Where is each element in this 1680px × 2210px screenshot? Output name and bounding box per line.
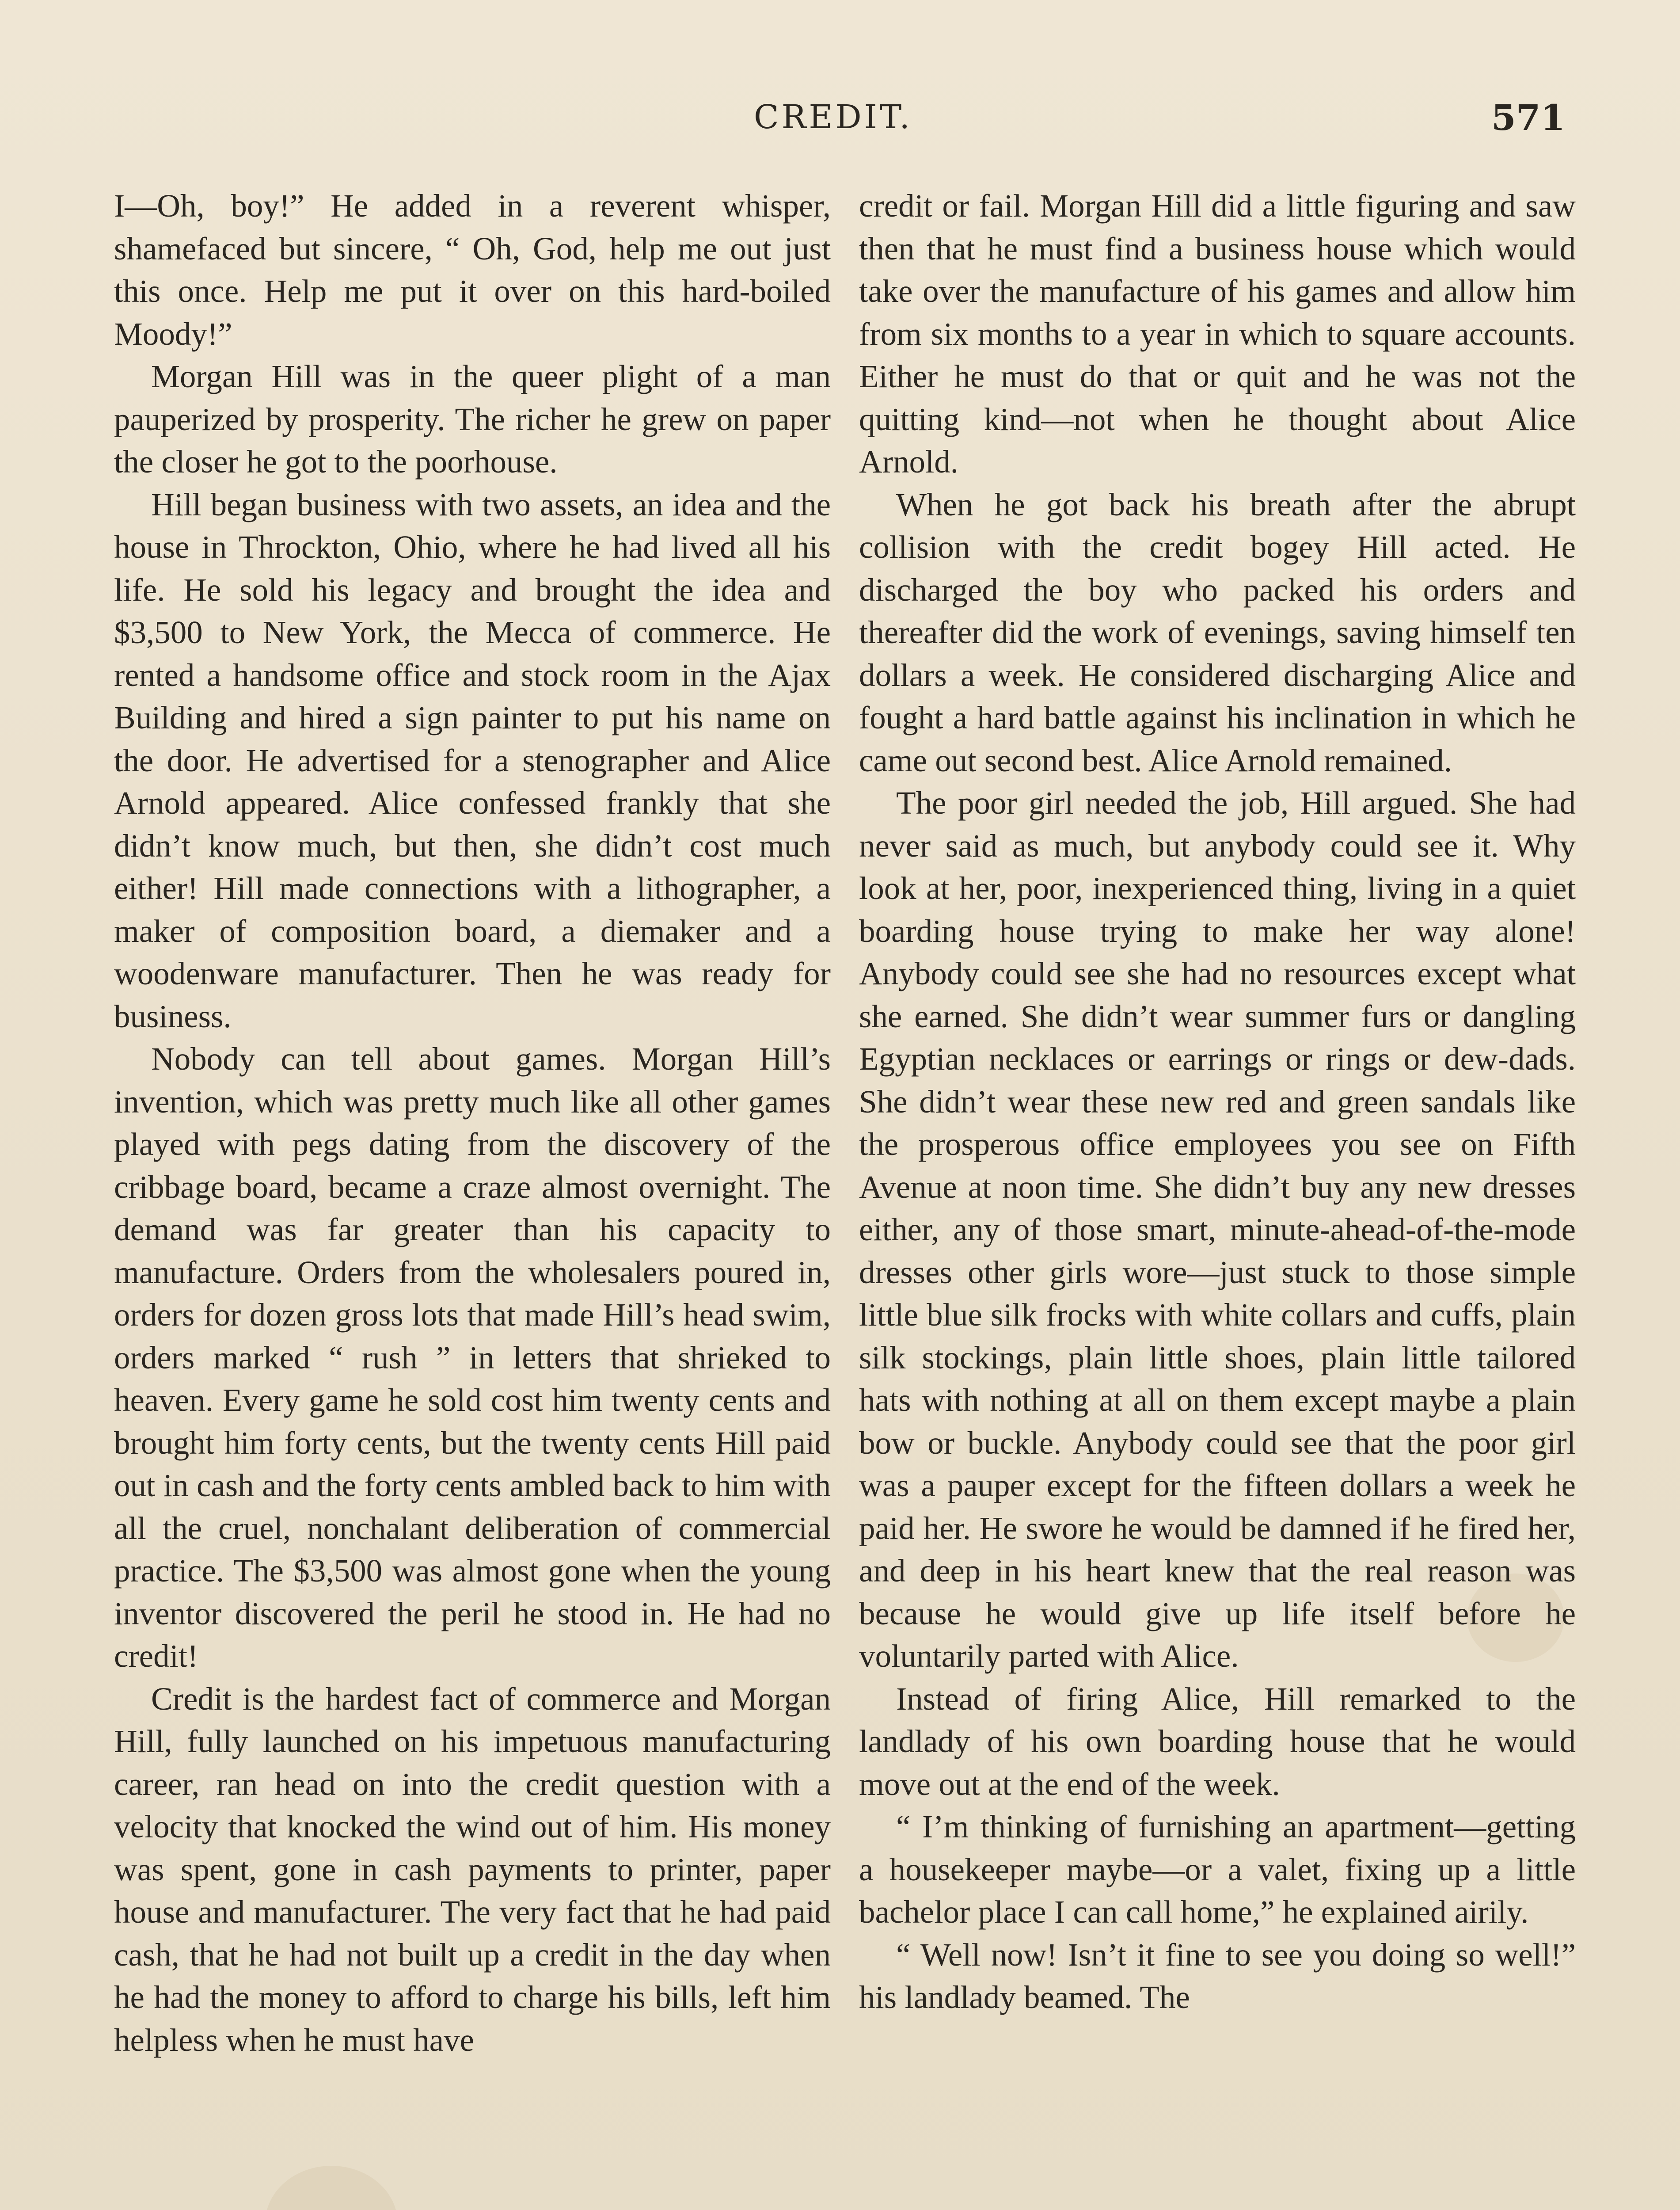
running-title: CREDIT. xyxy=(754,98,912,136)
paper-stain xyxy=(265,2166,398,2210)
paragraph: The poor girl needed the job, Hill argued. She had never said as much, but anybody could see it. Why look at her, poor, inexperienced thing, living in a quiet boarding house trying to make her way alone! Anybody could see she had no resources except what she earned. She didn’t wear summer furs or dangling Egyptian necklaces or earrings or rings or dew-dads. She didn’t wear these new red and green sandals like the prosperous office employees you see on Fifth Avenue at noon time. She didn’t buy any new dresses either, any of those smart, minute-ahead-of-the-mode dresses other girls wore—just stuck to those simple little blue silk frocks with white collars and cuffs, plain silk stockings, plain little shoes, plain little tailored hats with nothing at all on them except maybe a plain bow or buckle. Anybody could see that the poor girl was a pauper except for the fifteen dollars a week he paid her. He swore he would be damned if he fired her, and deep in his heart knew that the real reason was because he would give up life itself before he voluntarily parted with Alice. xyxy=(859,785,1576,1674)
left-column xyxy=(114,185,831,2061)
paragraph: Credit is the hardest fact of commerce and Morgan Hill, fully launched on his impetuous manufacturing career, ran head on into the credit question with a velocity that knocked the wind out of him. His money was spent, gone in cash payments to printer, paper house and manufacturer. The very fact that he had paid cash, that he had not built up a credit in the day when he had the money to afford to charge his bills, left him helpless when he must have xyxy=(114,1680,831,2058)
paragraph: credit or fail. Morgan Hill did a little figuring and saw then that he must find a business house which would take over the manufacture of his games and allow him from six months to a year in which to square accounts. Either he must do that or quit and he was not the quitting kind—not when he thought about Alice Arnold. xyxy=(859,188,1576,480)
paragraph: I—Oh, boy!” He added in a reverent whisper, shamefaced but sincere, “ Oh, God, help me out just this once. Help me put it over on this hard-boiled Moody!” xyxy=(114,188,831,352)
paragraph: When he got back his breath after the abrupt collision with the credit bogey Hill acted. He discharged the boy who packed his orders and thereafter did the work of evenings, saving himself ten dollars a week. He considered discharging Alice and fought a hard battle against his inclination in which he came out second best. Alice Arnold remained. xyxy=(859,486,1576,778)
paragraph: “ I’m thinking of furnishing an apartment—getting a housekeeper maybe—or a valet, fixing up a little bachelor place I can call home,” he explained airily. xyxy=(859,1809,1576,1930)
paragraph: “ Well now! Isn’t it fine to see you doing so well!” his landlady beamed. The xyxy=(859,1936,1576,2015)
paragraph: Hill began business with two assets, an idea and the house in Throckton, Ohio, where he had lived all his life. He sold his legacy and brought the idea and $3,500 to New York, the Mecca of commerce. He rented a handsome office and stock room in the Ajax Building and hired a sign painter to put his name on the door. He advertised for a stenographer and Alice Arnold appeared. Alice confessed frankly that she didn’t know much, but then, she didn’t cost much either! Hill made connections with a lithographer, a maker of composition board, a diemaker and a woodenware manufacturer. Then he was ready for business. xyxy=(114,486,831,1034)
right-column xyxy=(859,185,1576,2019)
paragraph: Instead of firing Alice, Hill remarked to the landlady of his own boarding house that he would move out at the end of the week. xyxy=(859,1680,1576,1802)
page-number: 571 xyxy=(1491,97,1565,138)
paragraph: Nobody can tell about games. Morgan Hill’s invention, which was pretty much like all other games played with pegs dating from the discovery of the cribbage board, became a craze almost overnight. The demand was far greater than his capacity to manufacture. Orders from the wholesalers poured in, orders for dozen gross lots that made Hill’s head swim, orders marked “ rush ” in letters that shrieked to heaven. Every game he sold cost him twenty cents and brought him forty cents, but the twenty cents Hill paid out in cash and the forty cents ambled back to him with all the cruel, nonchalant deliberation of commercial practice. The $3,500 was almost gone when the young inventor discovered the peril he stood in. He had no credit! xyxy=(114,1041,831,1674)
paragraph: Morgan Hill was in the queer plight of a man pauperized by prosperity. The richer he grew on paper the closer he got to the poorhouse. xyxy=(114,358,831,480)
